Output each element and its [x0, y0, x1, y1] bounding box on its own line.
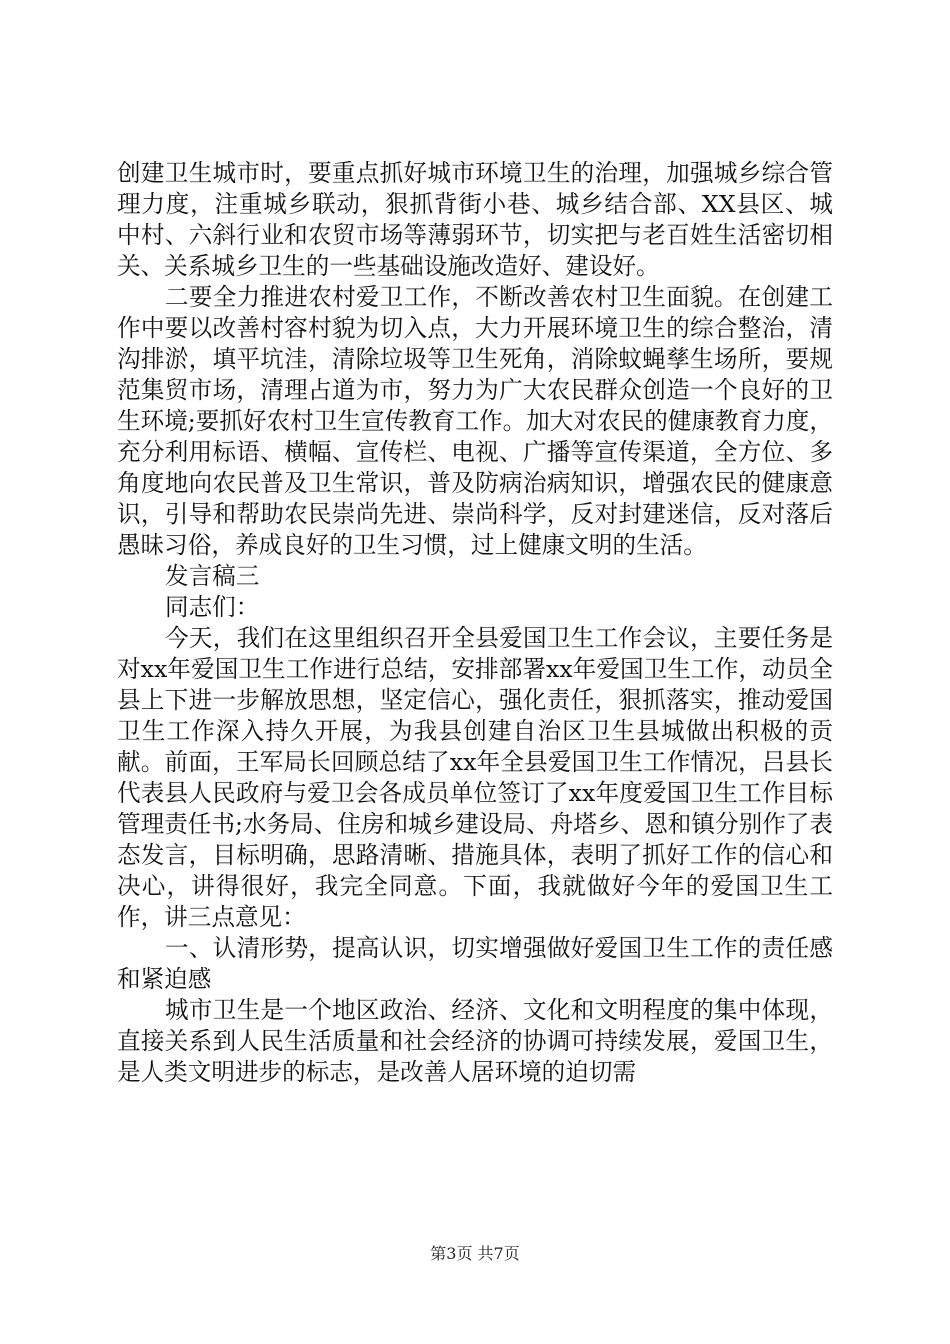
heading-point-one: 一、认清形势，提高认识，切实增强做好爱国卫生工作的责任感和紧迫感	[117, 934, 833, 993]
page-number-footer: 第3页 共7页	[430, 1244, 520, 1263]
paragraph-meeting-opening: 今天，我们在这里组织召开全县爱国卫生工作会议，主要任务是对xx年爱国卫生工作进行总结，安排部署xx年爱国卫生工作，动员全县上下进一步解放思想，坚定信心，强化责任，狠抓落实，推动爱国卫生工作深入持久开展，为我县创建自治区卫生县城做出积极的贡献。前面，王军局长回顾总结了xx年全县爱国卫生工作情况，吕县长代表县人民政府与爱卫会各成员单位签订了xx年度爱国卫生工作目标管理责任书;水务局、住房和城乡建设局、舟塔乡、恩和镇分别作了表态发言，目标明确，思路清晰、措施具体，表明了抓好工作的信心和决心，讲得很好，我完全同意。下面，我就做好今年的爱国卫生工作，讲三点意见：	[117, 624, 833, 931]
salutation: 同志们：	[165, 593, 260, 621]
paragraph-rural-sanitation: 二要全力推进农村爱卫工作，不断改善农村卫生面貌。在创建工作中要以改善村容村貌为切入点，大力开展环境卫生的综合整治，清沟排淤，填平坑洼，清除垃圾等卫生死角，消除蚊蝇孳生场所，要规范集贸市场，清理占道为市，努力为广大农民群众创造一个良好的卫生环境;要抓好农村卫生宣传教育工作。加大对农民的健康教育力度，充分利用标语、横幅、宣传栏、电视、广播等宣传渠道，全方位、多角度地向农民普及卫生常识，普及防病治病知识，增强农民的健康意识，引导和帮助农民崇尚先进、崇尚科学，反对封建迷信，反对落后愚昧习俗，养成良好的卫生习惯，过上健康文明的生活。	[117, 283, 833, 559]
paragraph-city-sanitation: 城市卫生是一个地区政治、经济、文化和文明程度的集中体现，直接关系到人民生活质量和社会经济的协调可持续发展，爱国卫生，是人类文明进步的标志，是改善人居环境的迫切需	[117, 996, 833, 1086]
section-heading-speech-three: 发言稿三	[165, 562, 260, 590]
paragraph-urban-sanitation: 创建卫生城市时，要重点抓好城市环境卫生的治理，加强城乡综合管理力度，注重城乡联动，狠抓背街小巷、城乡结合部、XX县区、城中村、六斜行业和农贸市场等薄弱环节，切实把与老百姓生活密切相关、关系城乡卫生的一些基础设施改造好、建设好。	[117, 159, 833, 280]
document-body	[117, 158, 833, 1088]
